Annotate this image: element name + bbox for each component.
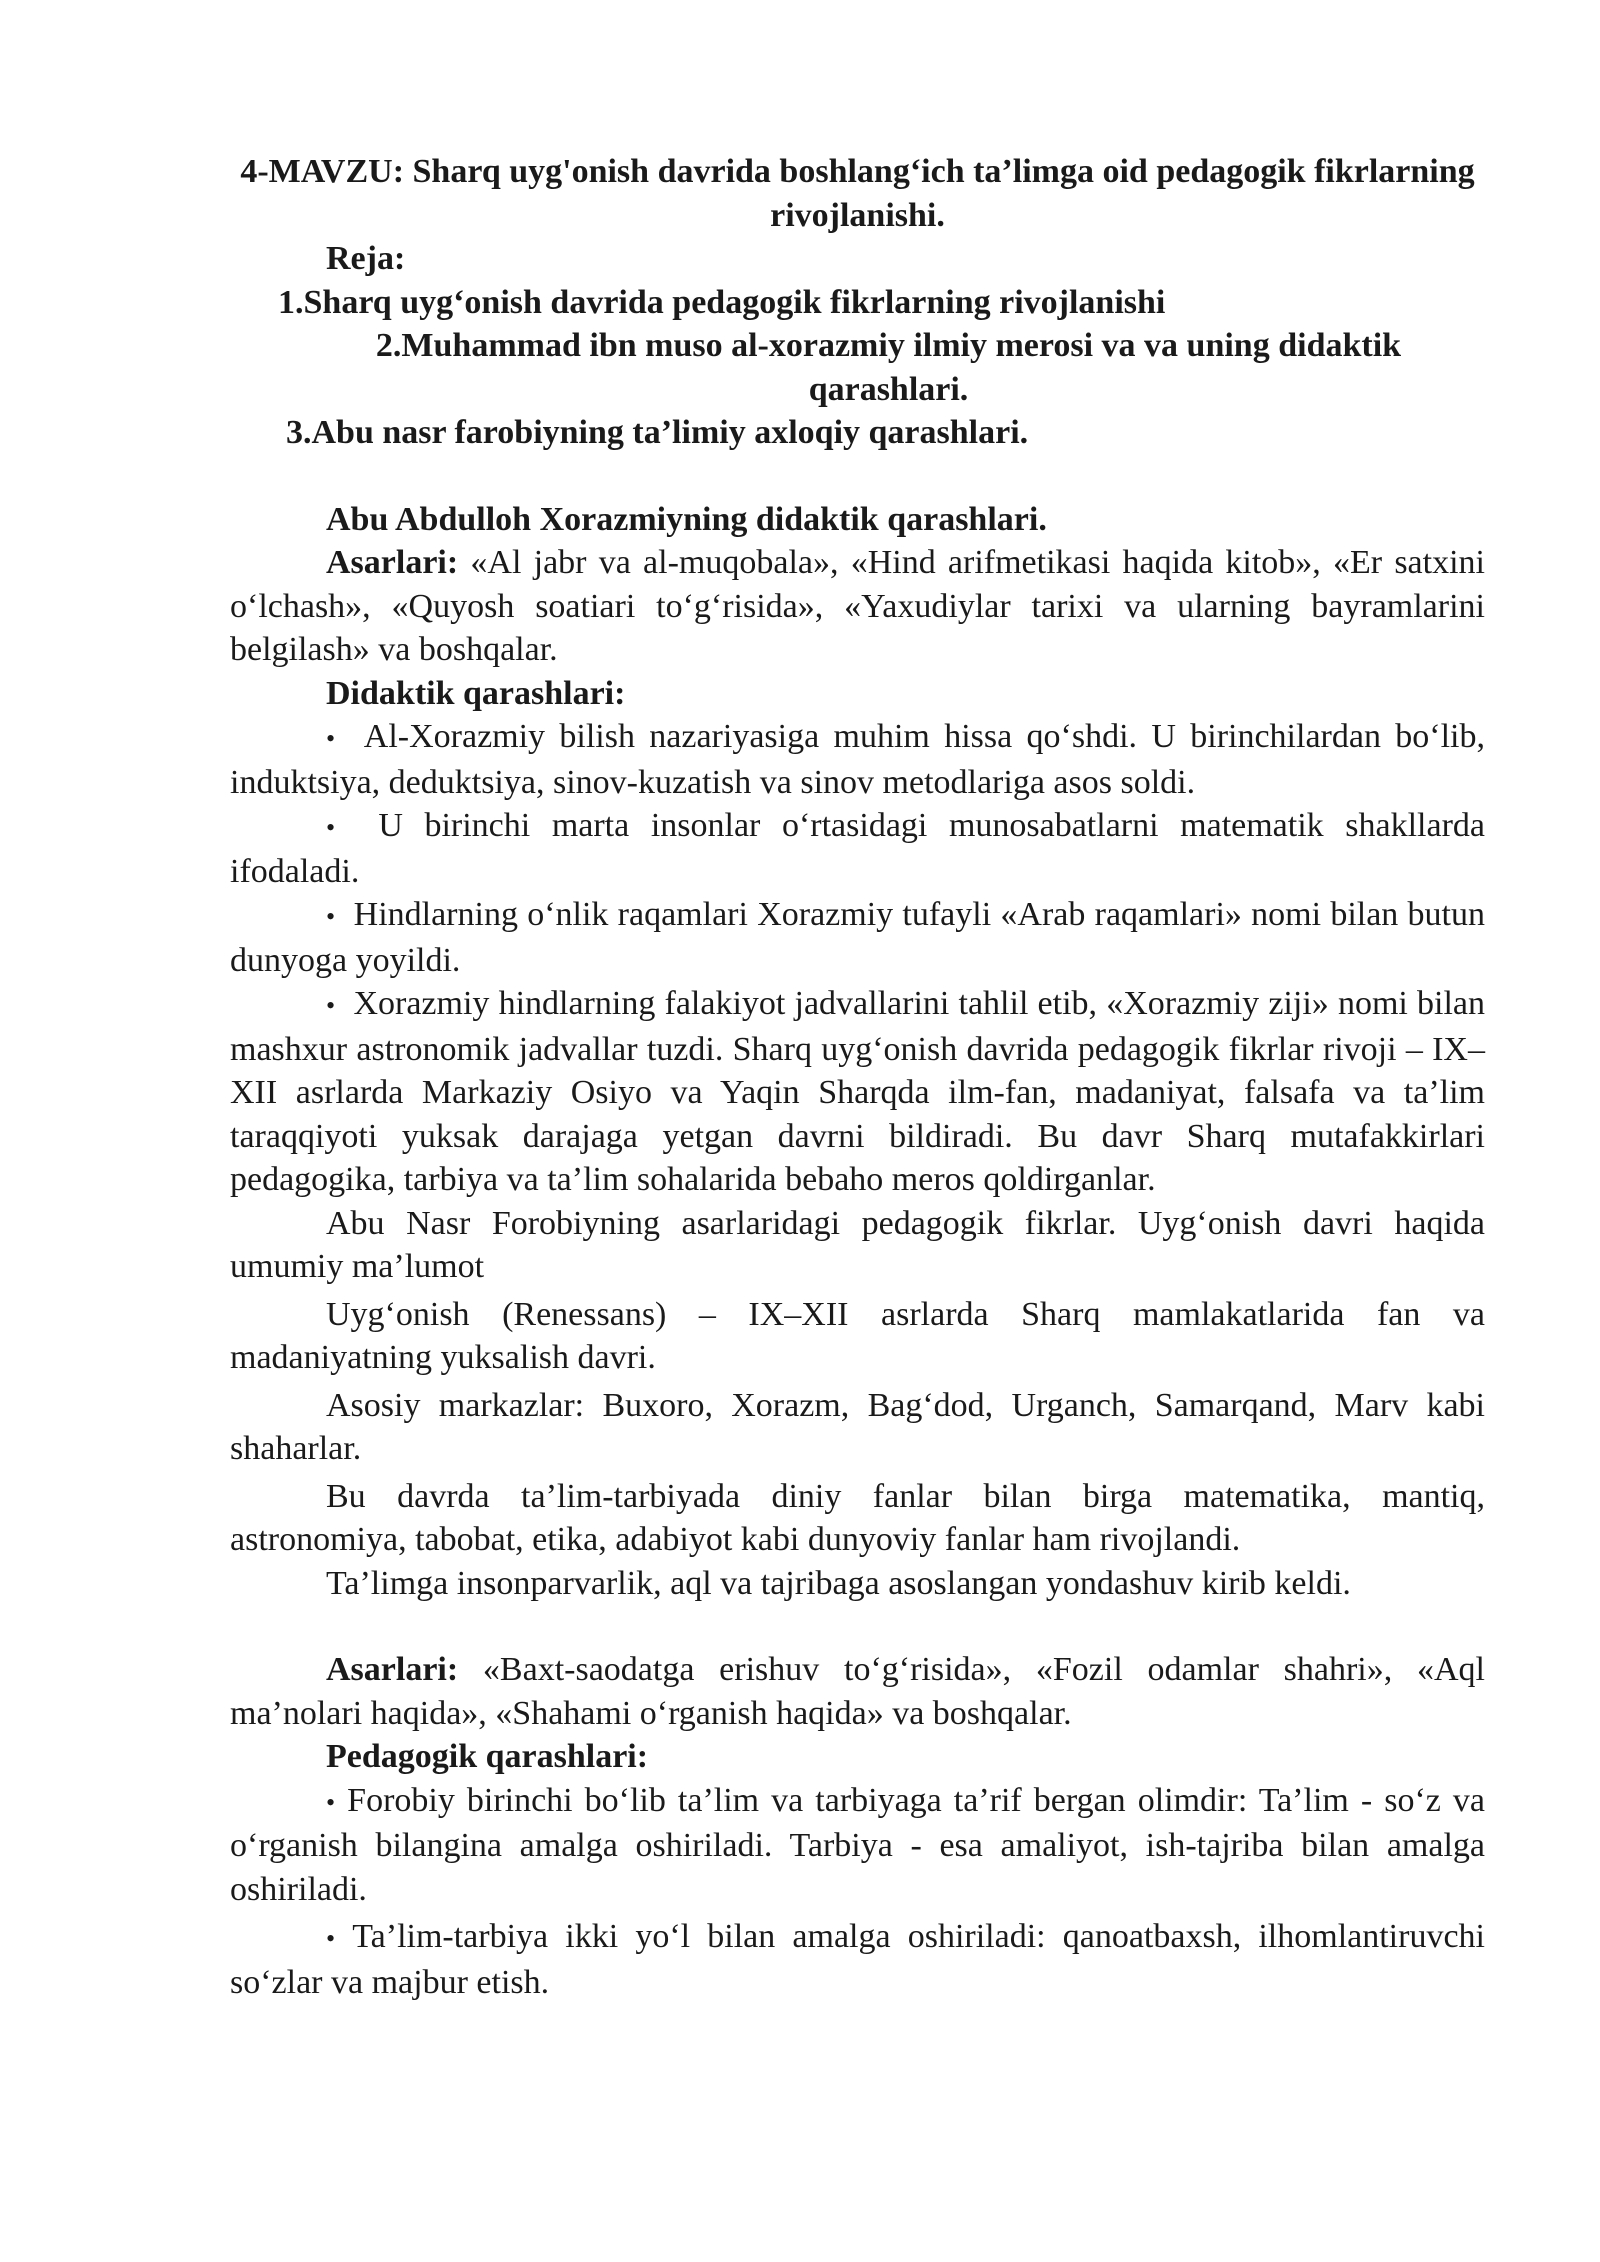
bullet-icon: • bbox=[326, 902, 336, 931]
bullet-paragraph bbox=[230, 1915, 1485, 2004]
works-paragraph-forobiy bbox=[230, 1648, 1485, 1735]
didactic-views-heading: Didaktik qarashlari: bbox=[326, 674, 626, 712]
plan-item-3: 3.Abu nasr farobiyning ta’limiy axloqiy qarashlari. bbox=[286, 414, 1029, 451]
bullet-paragraph bbox=[230, 715, 1485, 804]
bullet-paragraph bbox=[230, 893, 1485, 982]
bullet-icon: • bbox=[326, 991, 336, 1020]
plan-item-2: 2.Muhammad ibn muso al-xorazmiy ilmiy merosi va va uning didaktik qarashlari. bbox=[375, 327, 1402, 408]
body-paragraph: Bu davrda ta’lim-tarbiyada diniy fanlar bilan birga matematika, mantiq, astronomiya, tabobat, etika, adabiyot kabi dunyoviy fanlar ham rivojlandi. bbox=[230, 1477, 1485, 1558]
bullet-icon: • bbox=[326, 1787, 336, 1817]
bullet-text: U birinchi marta insonlar o‘rtasidagi munosabatlarni matematik shakllarda ifodaladi. bbox=[230, 807, 1485, 890]
document-page bbox=[230, 150, 1485, 2004]
plan-item-1: 1.Sharq uyg‘onish davrida pedagogik fikrlarning rivojlanishi bbox=[278, 283, 1166, 321]
plan-heading: Reja: bbox=[326, 240, 406, 277]
bullet-text: Hindlarning o‘nlik raqamlari Xorazmiy tufayli «Arab raqamlari» nomi bilan butun dunyoga yoyildi. bbox=[230, 896, 1486, 979]
body-paragraph: Uyg‘onish (Renessans) – IX–XII asrlarda Sharq mamlakatlarida fan va madaniyatning yuksalish davri. bbox=[230, 1295, 1485, 1376]
bullet-text: Xorazmiy hindlarning falakiyot jadvallarini tahlil etib, «Xorazmiy ziji» nomi bilan mashxur astronomik jadvallar tuzdi. Sharq uyg‘onish davrida pedagogik fikrlar rivoji – IX–XII asrlarda Markaziy Osiyo va Yaqin Sharqda ilm-fan, madaniyat, falsafa va ta’lim taraqqiyoti yuksak darajaga yetgan davrni bildiradi. Bu davr Sharq mutafakkirlari pedagogika, tarbiya va ta’lim sohalarida bebaho meros qoldirganlar. bbox=[230, 985, 1485, 1198]
bullet-icon: • bbox=[326, 813, 336, 842]
works-label: Asarlari: bbox=[326, 1651, 459, 1688]
section-heading-xorazmiy: Abu Abdulloh Xorazmiyning didaktik qarashlari. bbox=[326, 500, 1047, 538]
works-text: «Baxt-saodatga erishuv to‘g‘risida», «Fozil odamlar shahri», «Aql ma’nolari haqida», «Shahami o‘rganish haqida» va boshqalar. bbox=[230, 1651, 1485, 1732]
body-paragraph: Abu Nasr Forobiyning asarlaridagi pedagogik fikrlar. Uyg‘onish davri haqida umumiy ma’lumot bbox=[230, 1204, 1485, 1285]
spacer bbox=[230, 455, 1485, 498]
bullet-paragraph bbox=[230, 804, 1485, 893]
bullet-icon: • bbox=[326, 1924, 336, 1953]
works-paragraph-xorazmiy bbox=[230, 541, 1485, 672]
pedagogical-views-heading: Pedagogik qarashlari: bbox=[326, 1738, 649, 1775]
works-label: Asarlari: bbox=[326, 544, 459, 581]
bullet-paragraph bbox=[230, 1779, 1485, 1912]
document-title: 4-MAVZU: Sharq uyg'onish davrida boshlang‘ich ta’limga oid pedagogik fikrlarning rivojlanishi. bbox=[240, 153, 1475, 234]
bullet-text: Al-Xorazmiy bilish nazariyasiga muhim hissa qo‘shdi. U birinchilardan bo‘lib, induktsiya, deduktsiya, sinov-kuzatish va sinov metodlariga asos soldi. bbox=[230, 718, 1485, 801]
bullet-paragraph bbox=[230, 982, 1485, 1202]
works-text: «Al jabr va al-muqobala», «Hind arifmetikasi haqida kitob», «Er satxini o‘lchash», «Quyosh soatiari to‘g‘risida», «Yaxudiylar tarixi va ularning bayramlarini belgilash» va boshqalar. bbox=[230, 544, 1485, 668]
body-paragraph: Ta’limga insonparvarlik, aql va tajribaga asoslangan yondashuv kirib keldi. bbox=[326, 1564, 1351, 1602]
bullet-text: Forobiy birinchi bo‘lib ta’lim va tarbiyaga ta’rif bergan olimdir: Ta’lim - so‘z va o‘rganish bilangina amalga oshiriladi. Tarbiya - esa amaliyot, ish-tajriba bilan amalga oshiriladi. bbox=[230, 1781, 1486, 1908]
body-paragraph: Asosiy markazlar: Buxoro, Xorazm, Bag‘dod, Urganch, Samarqand, Marv kabi shaharlar. bbox=[230, 1386, 1485, 1467]
bullet-icon: • bbox=[326, 724, 336, 753]
bullet-text: Ta’lim-tarbiya ikki yo‘l bilan amalga oshiriladi: qanoatbaxsh, ilhomlantiruvchi so‘zlar va majbur etish. bbox=[230, 1918, 1485, 2001]
spacer bbox=[230, 1605, 1485, 1648]
